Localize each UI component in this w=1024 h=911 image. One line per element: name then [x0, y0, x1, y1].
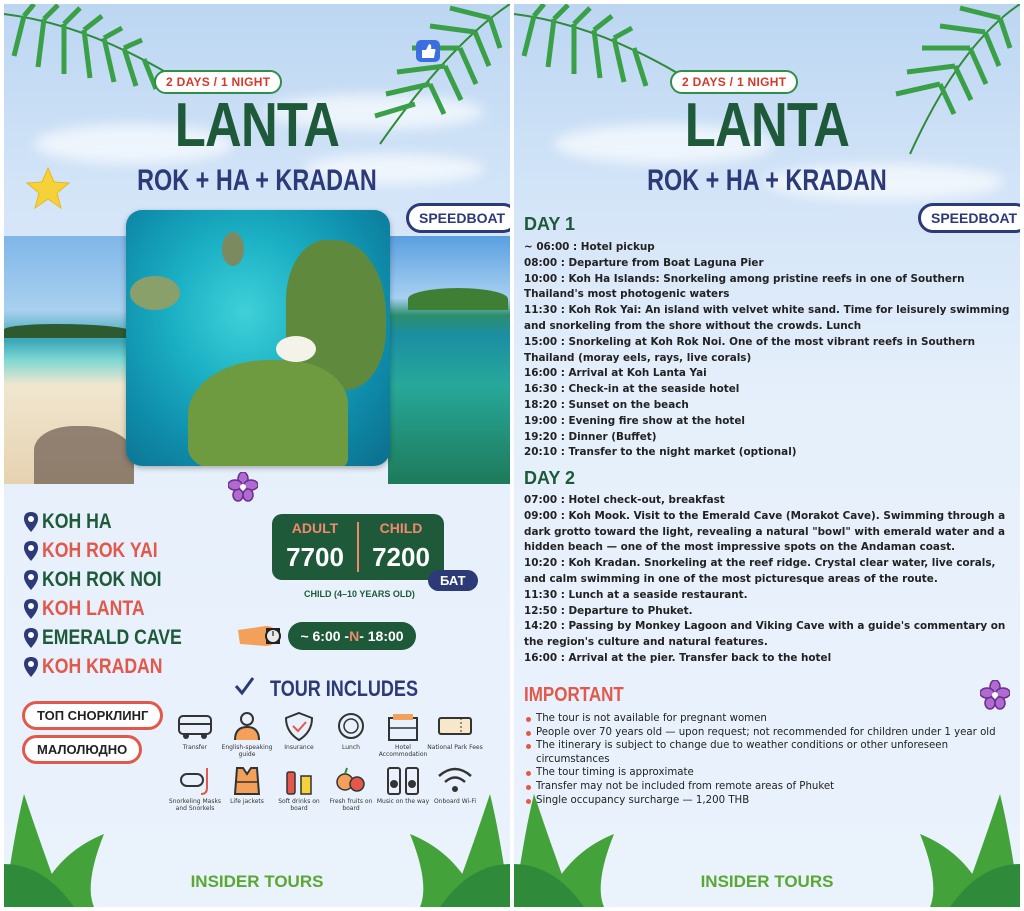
child-age-note: CHILD (4–10 YEARS OLD): [304, 589, 415, 599]
important-note: The tour timing is approximate: [524, 766, 1018, 780]
include-item: [374, 710, 432, 758]
location-pin-icon: [24, 657, 38, 677]
transport-badge: SPEEDBOAT: [918, 203, 1020, 233]
lifejacket-icon: [227, 764, 267, 796]
include-item: [270, 764, 328, 812]
currency-badge: БАТ: [428, 570, 478, 591]
itinerary-item: 07:00 : Hotel check-out, breakfast: [524, 494, 725, 506]
include-label: Life jackets: [230, 798, 264, 805]
beach-photo: [4, 236, 134, 484]
flower-icon: [980, 680, 1010, 710]
sea-photo: [388, 236, 510, 484]
itinerary-item: 14:20 : Passing by Monkey Lagoon and Viking Cave with a guide's commentary on the region's culture and natural features.: [524, 620, 1006, 649]
include-item: [166, 764, 224, 812]
include-label: National Park Fees: [427, 744, 483, 751]
itinerary-item: 20:10 : Transfer to the night market (optional): [524, 446, 797, 459]
itinerary-item: 16:30 : Check-in at the seaside hotel: [524, 383, 740, 396]
include-label: Soft drinks on board: [278, 798, 320, 812]
include-item: [270, 710, 328, 751]
location-item: [24, 568, 184, 592]
location-item: [24, 539, 180, 563]
itinerary-item: 19:20 : Dinner (Buffet): [524, 430, 657, 443]
star-icon: [26, 166, 70, 210]
include-item: [322, 764, 380, 812]
duration-badge: 2 DAYS / 1 NIGHT: [154, 70, 282, 94]
checkmark-icon: [234, 676, 254, 696]
time-separator: N: [349, 628, 360, 644]
day2-title: DAY 2: [524, 468, 576, 488]
include-item: [218, 764, 276, 805]
location-label: KOH LANTA: [42, 597, 145, 620]
location-label: KOH ROK YAI: [42, 539, 158, 562]
page-title: LANTA: [684, 91, 850, 160]
important-title: IMPORTANT: [524, 684, 624, 706]
location-label: KOH KRADAN: [42, 655, 163, 678]
mask-icon: [175, 764, 215, 796]
itinerary-item: 19:00 : Evening fire show at the hotel: [524, 414, 745, 427]
include-label: English-speaking guide: [221, 744, 273, 758]
flower-icon: [228, 472, 258, 502]
location-label: EMERALD CAVE: [42, 626, 182, 649]
day1-itinerary: [524, 240, 1016, 461]
itinerary-item: 16:00 : Arrival at Koh Lanta Yai: [524, 367, 707, 380]
thumbs-up-icon: [414, 38, 442, 64]
itinerary-item: 12:50 : Departure to Phuket.: [524, 604, 693, 617]
include-item: [374, 764, 432, 805]
bus-icon: [175, 710, 215, 742]
itinerary-item: ~ 06:00 : Hotel pickup: [524, 241, 655, 253]
tag-top-snorkeling: ТОП СНОРКЛИНГ: [22, 701, 163, 730]
include-label: Insurance: [284, 744, 314, 751]
important-note: Transfer may not be included from remote areas of Phuket: [524, 780, 1018, 794]
island-photo: [126, 210, 390, 466]
important-notes: [524, 712, 1018, 807]
price-box: [272, 514, 444, 580]
important-note: Single occupancy surcharge — 1,200 THB: [524, 794, 1018, 808]
include-item: [426, 710, 484, 751]
page-subtitle: ROK + HA + KRADAN: [137, 164, 377, 197]
hand-watch-icon: [236, 620, 292, 652]
guide-icon: [227, 710, 267, 742]
plate-icon: [331, 710, 371, 742]
child-price: [358, 520, 444, 573]
location-pin-icon: [24, 512, 38, 532]
day1-title: DAY 1: [524, 214, 576, 234]
shield-icon: [279, 710, 319, 742]
drinks-icon: [279, 764, 319, 796]
include-label: Fresh fruits on board: [329, 798, 373, 812]
poster-right: [514, 4, 1020, 907]
brand-footer: INSIDER TOURS: [700, 872, 834, 891]
include-label: Onboard Wi-Fi: [433, 798, 477, 805]
itinerary-item: 11:30 : Koh Rok Yai: An island with velvet white sand. Time for leisurely swimming and snorkeling from the shore without the crowds. Lunch: [524, 304, 1010, 332]
location-pin-icon: [24, 541, 38, 561]
child-label: CHILD: [379, 520, 423, 536]
important-note: People over 70 years old — upon request; not recommended for children under 1 year old: [524, 726, 1018, 740]
include-item: [426, 764, 484, 805]
include-label: Transfer: [182, 744, 208, 751]
location-pin-icon: [24, 628, 38, 648]
ticket-icon: [435, 710, 475, 742]
brand-footer: INSIDER TOURS: [190, 872, 324, 891]
page-title: LANTA: [174, 91, 340, 160]
page-subtitle: ROK + HA + KRADAN: [647, 164, 887, 197]
location-pin-icon: [24, 570, 38, 590]
duration-badge: 2 DAYS / 1 NIGHT: [670, 70, 798, 94]
important-note: The tour is not available for pregnant women: [524, 712, 1018, 726]
location-label: KOH ROK NOI: [42, 568, 162, 591]
transport-badge: SPEEDBOAT: [406, 203, 510, 233]
child-value: 7200: [372, 542, 430, 572]
include-label: Hotel Accommodation: [378, 744, 428, 758]
itinerary-item: 10:00 : Koh Ha Islands: Snorkeling among pristine reefs in one of Southern Thailand's most photogenic waters: [524, 272, 965, 301]
itinerary-item: 15:00 : Snorkeling at Koh Rok Noi. One of the most vibrant reefs in Southern Thailand (moray eels, rays, live corals): [524, 335, 976, 364]
adult-value: 7700: [286, 542, 344, 572]
include-item: [322, 710, 380, 751]
tag-uncrowded: МАЛОЛЮДНО: [22, 735, 142, 764]
itinerary-item: 08:00 : Departure from Boat Laguna Pier: [524, 256, 764, 269]
includes-title: TOUR INCLUDES: [270, 676, 419, 701]
itinerary-item: 10:20 : Koh Kradan. Snorkeling at the reef ridge. Crystal clear water, live corals, and calm swimming in one of the most picturesque areas of the route.: [524, 557, 996, 585]
hotel-icon: [383, 710, 423, 742]
location-pin-icon: [24, 599, 38, 619]
adult-price: [272, 520, 358, 573]
speaker-icon: [383, 764, 423, 796]
wifi-icon: [435, 764, 475, 796]
adult-label: ADULT: [291, 520, 339, 536]
include-label: Snorkeling Masks and Snorkels: [168, 798, 222, 812]
location-item: [24, 597, 164, 621]
include-label: Lunch: [342, 744, 360, 751]
important-note: The itinerary is subject to change due to weather conditions or other unforeseen circumstances: [524, 739, 1018, 766]
include-item: [166, 710, 224, 751]
itinerary-item: 11:30 : Lunch at a seaside restaurant.: [524, 588, 748, 601]
itinerary-item: 16:00 : Arrival at the pier. Transfer back to the hotel: [524, 651, 832, 664]
include-label: Music on the way: [376, 798, 430, 805]
itinerary-item: 09:00 : Koh Mook. Visit to the Emerald Cave (Morakot Cave). Swimming through a dark grotto toward the light, revealing a natural "bowl" with emerald water and a hidden beach — one of the most impressive spots on the Andaman coast.: [524, 509, 1006, 554]
location-item: [24, 626, 208, 650]
day2-itinerary: [524, 493, 1016, 667]
fruits-icon: [331, 764, 371, 796]
location-item: [24, 655, 186, 679]
location-label: KOH HA: [42, 510, 112, 533]
itinerary-item: 18:20 : Sunset on the beach: [524, 398, 689, 411]
time-end: - 18:00: [359, 628, 404, 644]
tour-time: [288, 622, 416, 650]
time-start: ~ 6:00 -: [300, 628, 350, 644]
location-item: [24, 510, 125, 534]
poster-left: [4, 4, 510, 907]
include-item: [218, 710, 276, 758]
